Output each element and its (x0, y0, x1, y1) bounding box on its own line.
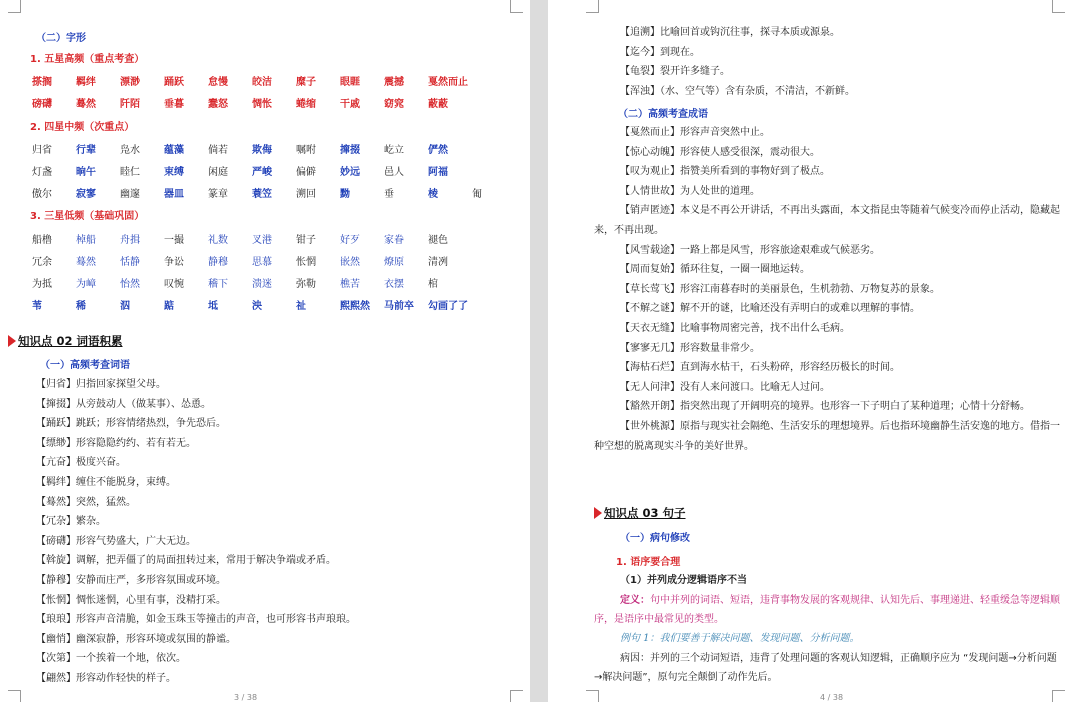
five-star-word: 漂渺 (120, 77, 140, 88)
page-4[interactable] (548, 0, 1080, 702)
three-star-word: 钳子 (296, 235, 316, 246)
three-star-word: 衣摆 (384, 279, 404, 290)
vocab-item: 【撺掇】从旁鼓动人（做某事）、怂恿。 (36, 398, 211, 410)
vocab-cont-item: 【浑浊】（水、空气等）含有杂质，不清洁，不新鲜。 (620, 85, 855, 97)
three-star-word: 好歹 (340, 235, 360, 246)
vocab-item: 【羁绊】缠住不能脱身，束缚。 (36, 477, 176, 488)
four-star-word: 欺侮 (252, 145, 272, 156)
four-star-word: 屹立 (384, 145, 404, 156)
cause-line-2: →解决问题”，原句完全颠倒了动作先后。 (594, 672, 778, 683)
three-star-word: 泱 (252, 301, 262, 312)
three-star-word: 冗余 (32, 257, 52, 268)
crop-mark-br (510, 690, 523, 702)
idiom-item: 【寥寥无几】形容数量非常少。 (620, 342, 760, 354)
idiom-item: 【风雪载途】一路上都是风雪，形容旅途艰难或气候恶劣。 (620, 244, 880, 256)
idiom-item: 【人情世故】为人处世的道理。 (620, 185, 760, 197)
three-star-word: 嵌然 (340, 257, 360, 268)
page-number: 3 / 38 (234, 693, 258, 702)
five-star-word: 蜷缩 (296, 99, 316, 110)
three-star-word: 思慕 (252, 257, 272, 268)
three-star-word: 棺 (428, 279, 438, 290)
four-star-word: 偏僻 (296, 167, 316, 178)
page-3[interactable] (0, 0, 530, 702)
vocab-item: 【怅惘】惆怅迷惘，心里有事，没精打采。 (36, 594, 226, 606)
five-star-word: 蠢怒 (208, 99, 228, 110)
three-star-word: 坻 (208, 301, 218, 312)
four-star-word: 器皿 (164, 189, 184, 200)
idiom-item: 种空想的脱离现实斗争的美好世界。 (594, 440, 754, 452)
glyph-title: （二）字形 (36, 33, 86, 44)
vocab-item: 【归省】归指回家探望父母。 (36, 379, 166, 390)
crop-mark-br (1052, 690, 1065, 702)
three-star-word: 怡然 (120, 279, 140, 290)
three-star-word: 清冽 (428, 257, 448, 268)
four-star-word: 溯回 (296, 189, 316, 200)
five-star-word: 惆怅 (252, 99, 272, 110)
sentence-title: （一）病句修改 (620, 533, 690, 544)
kp03-heading (594, 506, 686, 520)
crop-mark-tl (8, 0, 21, 13)
four-star-word: 阿福 (428, 167, 448, 178)
four-star-word: 归省 (32, 145, 52, 156)
three-star-word: 弥勒 (296, 279, 316, 290)
four-star-word: 凫水 (120, 145, 140, 156)
order-subtitle: （1）并列成分逻辑语序不当 (620, 575, 747, 586)
three-star-word: 勾画了了 (428, 301, 468, 312)
three-star-word: 樵苦 (340, 279, 360, 290)
idiom-item: 【天衣无缝】比喻事物周密完善，找不出什么毛病。 (620, 323, 850, 334)
vocab-item: 【蓦然】突然，猛然。 (36, 496, 136, 508)
vocab-item: 【磅礴】形容气势盛大，广大无边。 (36, 535, 196, 547)
four-star-word: 灯盏 (32, 167, 52, 178)
three-star-word: 恬静 (120, 257, 140, 268)
four-star-word: 邑人 (384, 167, 404, 178)
crop-mark-tr (510, 0, 523, 13)
triangle-marker-icon (594, 507, 602, 519)
five-star-word: 干戚 (340, 99, 360, 110)
page-gutter (530, 0, 548, 702)
five-star-word: 糜子 (296, 77, 316, 88)
four-star-word: 行辈 (76, 145, 96, 156)
cause-line-1: 病因：并列的三个动词短语，违背了处理问题的客观认知逻辑，正确顺序应为 “发现问题→分析问题 (620, 653, 1057, 664)
vocab-cont-item: 【迄今】到现在。 (620, 46, 700, 58)
three-star-word: 溃迷 (252, 279, 272, 290)
definition-line-2: 序，是语序中最常见的类型。 (594, 614, 724, 625)
three-star-word: 争讼 (164, 257, 184, 268)
four-star-word: 篆章 (208, 189, 228, 200)
vocab-cont-item: 【龟裂】裂开许多缝子。 (620, 66, 730, 78)
three-star-word: 踮 (164, 301, 174, 312)
vocab-item: 【次第】一个挨着一个地，依次。 (36, 653, 186, 665)
three-star-word: 熙熙然 (340, 301, 370, 312)
four-star-word: 黝 (340, 189, 350, 200)
four-star-word: 闲庭 (208, 167, 228, 178)
three-star-word: 棹船 (76, 235, 96, 246)
three-star-word: 为抵 (32, 279, 52, 290)
five-star-word: 蓦然 (76, 99, 96, 110)
five-star-word: 阡陌 (120, 99, 140, 110)
vocab-item: 【冗杂】繁杂。 (36, 516, 106, 528)
idiom-item: 【豁然开朗】指突然出现了开阔明亮的境界。也形容一下子明白了某种道理；心情十分舒畅。 (620, 401, 1030, 413)
example-line: 例句 1：我们要善于解决问题、发现问题、分析问题。 (620, 633, 860, 644)
vocab-item: 【亢奋】极度兴奋。 (36, 457, 126, 469)
vocab-item: 【幽悄】幽深寂静，形容环境或氛围的静谧。 (36, 633, 236, 645)
crop-mark-bl (8, 690, 21, 702)
idiom-item: 【戛然而止】形容声音突然中止。 (620, 127, 770, 138)
idiom-item: 【惊心动魄】形容使人感受很深，震动很大。 (620, 146, 820, 158)
idiom-item: 【世外桃源】原指与现实社会隔绝、生活安乐的理想境界。后也指环境幽静生活安逸的地方。借指一 (620, 421, 1060, 432)
three-star-word: 泅 (120, 301, 130, 312)
five-star-word: 蔽蔽 (428, 99, 448, 110)
three-star-word: 祉 (296, 301, 306, 312)
crop-mark-tr (1052, 0, 1065, 13)
five-star-word: 震撼 (384, 77, 404, 88)
vocab-item: 【斡旋】调解，把弄僵了的局面扭转过来，常用于解决争端或矛盾。 (36, 555, 336, 567)
definition-label: 定义： (620, 595, 650, 606)
page-number: 4 / 38 (820, 693, 844, 702)
four-star-word: 蕴藻 (164, 145, 184, 156)
vocab-item: 【缥缈】形容隐隐约约、若有若无。 (36, 437, 196, 449)
five-star-title: 1. 五星高频（重点考查） (30, 54, 145, 65)
five-star-word: 眼睚 (340, 77, 360, 88)
three-star-word: 马前卒 (384, 301, 414, 312)
five-star-word: 羁绊 (76, 77, 96, 88)
kp03-title: 知识点 03 句子 (604, 506, 686, 520)
three-star-word: 家眷 (384, 235, 404, 246)
three-star-word: 为嶂 (76, 279, 96, 290)
idiom-item: 【叹为观止】指赞美所看到的事物好到了极点。 (620, 166, 830, 178)
kp02-heading (8, 334, 123, 348)
three-star-word: 稀 (76, 301, 86, 312)
idiom-item: 【周而复始】循环往复，一圈一圈地运转。 (620, 264, 810, 276)
vocab-title: （一）高频考查词语 (40, 360, 130, 371)
three-star-word: 礼数 (208, 235, 228, 246)
four-star-word: 垂 (384, 189, 394, 200)
four-star-title: 2. 四星中频（次重点） (30, 122, 135, 133)
four-star-word: 晌午 (76, 167, 96, 178)
crop-mark-bl (586, 690, 599, 702)
three-star-word: 怅惘 (296, 257, 316, 268)
three-star-word: 船橹 (32, 235, 52, 246)
four-star-word: 睦仁 (120, 167, 140, 178)
three-star-word: 蓦然 (76, 257, 96, 268)
order-title: 1. 语序要合理 (616, 557, 681, 568)
four-star-word: 严峻 (252, 167, 272, 178)
three-star-word: 叉港 (252, 235, 272, 246)
four-star-word: 蓑笠 (252, 189, 272, 200)
triangle-marker-icon (8, 335, 16, 347)
idiom-item: 【销声匿迹】本义是不再公开讲话，不再出头露面，本文指昆虫等随着气候变冷而停止活动，隐藏起 (620, 205, 1060, 217)
definition-text-1: 句中并列的词语、短语，违背事物发展的客观规律、认知先后、事理递进、轻重缓急等逻辑顺 (650, 595, 1060, 606)
vocab-item: 【静穆】安静而庄严，多形容氛围或环境。 (36, 575, 226, 586)
five-star-word: 皎洁 (252, 77, 272, 88)
four-star-word: 匍 (472, 189, 482, 200)
crop-mark-tl (586, 0, 599, 13)
four-star-word: 倘若 (208, 145, 228, 156)
five-star-word: 磅礴 (32, 99, 52, 110)
five-star-word: 窈窕 (384, 99, 404, 110)
four-star-word: 寂寥 (76, 189, 96, 200)
four-star-word: 妙远 (340, 167, 360, 178)
three-star-title: 3. 三星低频（基础巩固） (30, 211, 145, 222)
four-star-word: 束缚 (164, 167, 184, 178)
definition-line-1 (620, 594, 1060, 608)
idiom-item: 【不解之谜】解不开的谜，比喻还没有弄明白的或难以理解的事情。 (620, 303, 920, 315)
three-star-word: 苇 (32, 301, 42, 312)
four-star-word: 棱 (428, 189, 438, 200)
vocab-item: 【踊跃】跳跃；形容情绪热烈，争先恐后。 (36, 418, 226, 430)
four-star-word: 嘱咐 (296, 145, 316, 156)
five-star-word: 戛然而止 (428, 77, 468, 88)
idiom-item: 【无人问津】没有人来问渡口。比喻无人过问。 (620, 381, 830, 393)
three-star-word: 燎原 (384, 257, 404, 268)
vocab-item: 【琅琅】形容声音清脆，如金玉珠玉等撞击的声音，也可形容书声琅琅。 (36, 614, 356, 626)
four-star-word: 傲尔 (32, 189, 52, 200)
vocab-cont-item: 【追溯】比喻回首或钩沉往事，探寻本质或源泉。 (620, 27, 840, 38)
three-star-word: 褪色 (428, 235, 448, 246)
four-star-word: 撺掇 (340, 145, 360, 156)
three-star-word: 静穆 (208, 257, 228, 268)
four-star-word: 幽邃 (120, 189, 140, 200)
three-star-word: 舟揖 (120, 235, 140, 246)
idiom-item: 【草长莺飞】形容江南暮春时的美丽景色，生机勃勃、万物复苏的景象。 (620, 283, 940, 295)
five-star-word: 踊跃 (164, 77, 184, 88)
kp02-title: 知识点 02 词语积累 (18, 334, 123, 348)
idiom-item: 来，不再出现。 (594, 225, 664, 236)
four-star-word: 俨然 (428, 145, 448, 156)
three-star-word: 叹惋 (164, 279, 184, 290)
three-star-word: 一撮 (164, 235, 184, 246)
vocab-item: 【翩然】形容动作轻快的样子。 (36, 673, 176, 684)
five-star-word: 搽搁 (32, 77, 52, 88)
five-star-word: 垂暮 (164, 99, 184, 110)
idiom-item: 【海枯石烂】直到海水枯干，石头粉碎，形容经历极长的时间。 (620, 362, 900, 374)
idiom-title: （二）高频考查成语 (618, 109, 708, 120)
three-star-word: 稽下 (208, 279, 228, 290)
five-star-word: 怠慢 (208, 77, 228, 88)
